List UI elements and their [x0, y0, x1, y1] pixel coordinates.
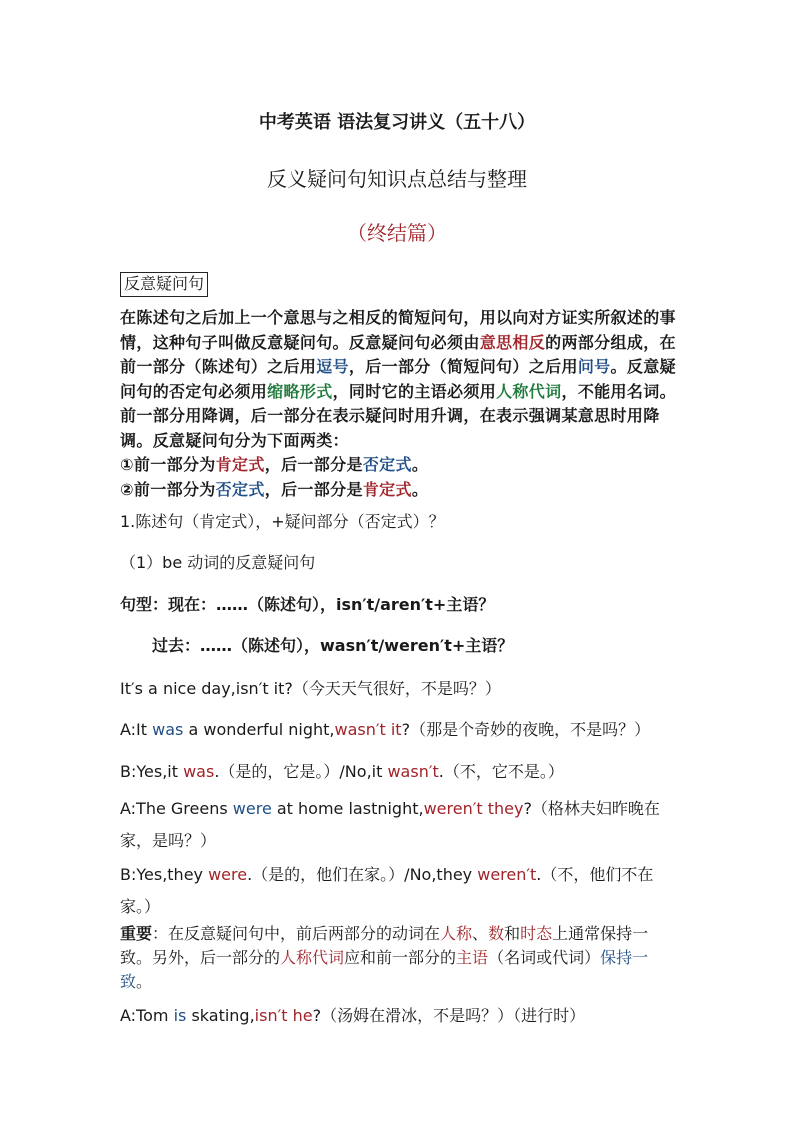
note-highlight: 人称代词 — [280, 948, 345, 967]
intro-text: 的两部分组成，在前一部分（陈述句）之后用 — [120, 332, 676, 376]
document-title: 中考英语 语法复习讲义（五十八） — [258, 112, 536, 133]
note-label: 重要 — [120, 924, 153, 943]
important-note — [120, 922, 680, 994]
intro-text: ，后一部分（简短问句）之后用 — [348, 357, 578, 376]
intro-paragraph — [120, 306, 680, 502]
example-5 — [120, 859, 680, 923]
intro-highlight-question-mark: 问号 — [577, 357, 611, 376]
ex-text: A:The Greens — [120, 799, 233, 818]
intro-text: 在陈述句之后加上一个意思与之相反的简短问句，用以向对方证实所叙述的事情，这种句子叫做反意疑问句。反意疑问句必须由 — [120, 308, 676, 352]
ex-text: A:It — [120, 720, 153, 739]
intro-highlight-comma: 逗号 — [316, 357, 349, 376]
note-highlight: 人称 — [440, 924, 473, 943]
intro-item-1 — [120, 453, 680, 478]
intro-highlight-opposite: 意思相反 — [479, 332, 546, 352]
pattern-present: 句型：现在：……（陈述句），isn′t/aren′t+主语？ — [120, 595, 495, 614]
note-text: （名词或代词） — [488, 948, 601, 967]
ex-verb: were — [232, 799, 272, 818]
example-1: It′s a nice day,isn′t it?（今天天气很好，不是吗？） — [120, 679, 501, 698]
document-subtitle: 反义疑问句知识点总结与整理 — [267, 167, 527, 191]
intro-text: 。反意疑问句的否定句必须用 — [120, 357, 676, 401]
intro-text: ，同时它的主语必须用 — [332, 381, 497, 401]
ex-tag: isn′t he — [254, 1006, 313, 1025]
note-text: 上通常保持一致。另外，后一部分的 — [120, 924, 649, 967]
note-text: 。 — [136, 972, 153, 991]
item-highlight: 否定式 — [215, 479, 265, 499]
ex-text: .（不，它不是。） — [438, 762, 564, 781]
ex-text: at home lastnight, — [271, 799, 424, 818]
intro-text: ，不能用名词。前一部分用降调，后一部分在表示疑问时用升调，在表示强调某意思时用降调。反意疑问句分为下面两类： — [120, 381, 676, 450]
ex-text: ?（格林夫妇昨晚在家，是吗？） — [120, 799, 660, 850]
ex-tag: wasn′t — [387, 762, 439, 781]
ex-text: .（是的，它是。）/No,it — [214, 762, 388, 781]
ex-tag: weren′t — [477, 865, 537, 884]
item-text: 。 — [411, 455, 429, 474]
ex-verb: was — [183, 762, 215, 781]
example-2 — [120, 717, 650, 740]
note-text: 和 — [504, 924, 521, 943]
ex-text: ?（汤姆在滑冰，不是吗？）（进行时） — [312, 1006, 586, 1025]
note-highlight: 时态 — [520, 924, 553, 943]
note-highlight: 主语 — [456, 948, 489, 967]
example-6 — [120, 1003, 585, 1026]
intro-highlight-contraction: 缩略形式 — [267, 381, 333, 401]
item-text: ②前一部分为 — [120, 479, 216, 499]
example-4 — [120, 793, 680, 857]
ex-text: skating, — [186, 1006, 255, 1025]
ex-tag: weren′t they — [423, 799, 524, 818]
point-1: 1.陈述句（肯定式），+疑问部分（否定式）？ — [120, 512, 445, 531]
ex-text: .（不，他们不在家。） — [120, 865, 654, 916]
ex-text: B:Yes,they — [120, 865, 209, 884]
item-highlight: 肯定式 — [362, 479, 412, 499]
ex-verb: is — [173, 1006, 187, 1025]
intro-definition — [120, 306, 680, 453]
ex-text: B:Yes,it — [120, 762, 184, 781]
item-highlight: 肯定式 — [215, 455, 265, 474]
ex-verb: was — [152, 720, 184, 739]
intro-highlight-pronoun: 人称代词 — [496, 381, 562, 401]
item-text: ，后一部分是 — [264, 479, 363, 499]
ex-tag: wasn′t it — [334, 720, 402, 739]
ex-text: a wonderful night, — [183, 720, 335, 739]
pattern-past: 过去：……（陈述句），wasn′t/weren′t+主语？ — [152, 636, 514, 655]
sub-point-1: （1）be 动词的反意疑问句 — [120, 553, 316, 572]
ex-text: ?（那是个奇妙的夜晚，不是吗？） — [401, 720, 651, 739]
ex-verb: were — [208, 865, 248, 884]
note-text: 应和前一部分的 — [344, 948, 457, 967]
note-text: ：在反意疑问句中，前后两部分的动词在 — [152, 924, 441, 943]
item-text: ①前一部分为 — [120, 455, 216, 474]
item-text: ，后一部分是 — [264, 455, 363, 474]
note-highlight-blue: 保持一致 — [120, 948, 649, 991]
document-tag: （终结篇） — [347, 221, 447, 245]
ex-text: .（是的，他们在家。）/No,they — [247, 865, 478, 884]
item-highlight: 否定式 — [362, 455, 412, 474]
note-highlight: 数 — [488, 924, 505, 943]
section-heading-box: 反意疑问句 — [120, 272, 208, 297]
intro-item-2 — [120, 478, 680, 503]
item-text: 。 — [411, 479, 429, 499]
example-3 — [120, 759, 564, 782]
note-text: 、 — [472, 924, 489, 943]
ex-text: A:Tom — [120, 1006, 174, 1025]
